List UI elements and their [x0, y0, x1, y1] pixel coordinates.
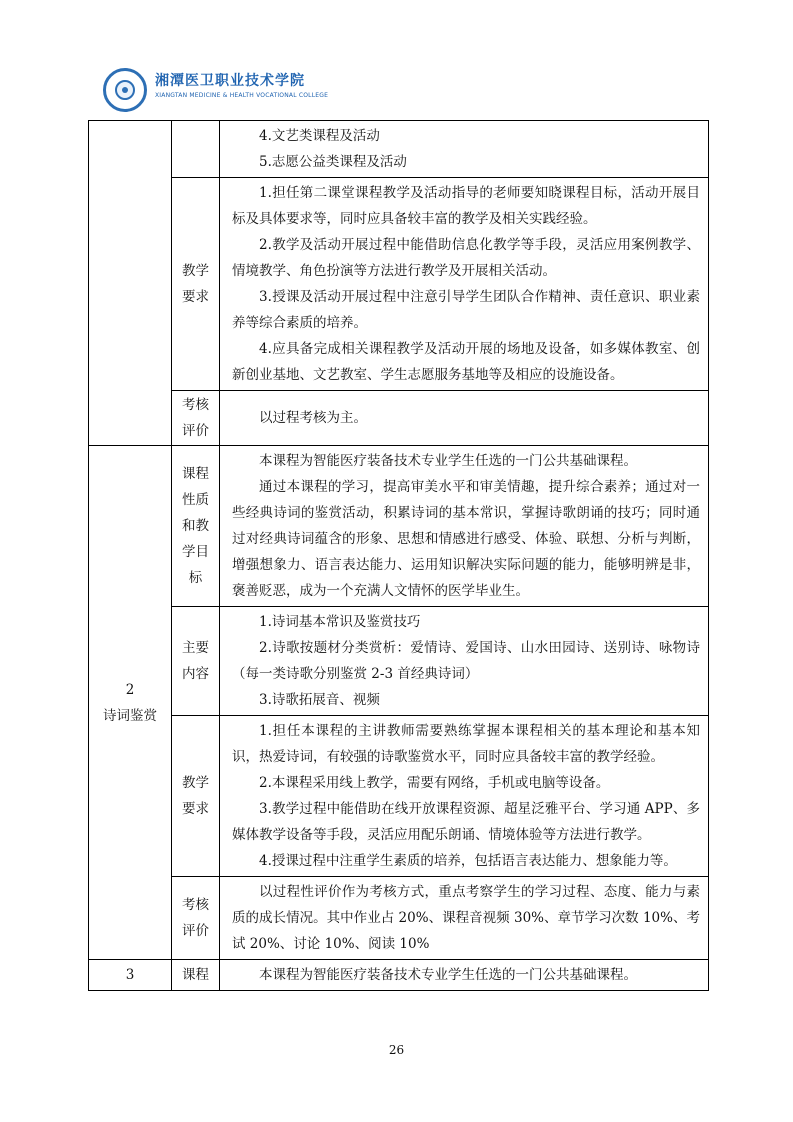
table-row	[89, 960, 709, 991]
row-content: 以过程考核为主。	[220, 391, 709, 446]
course-number: 3	[125, 967, 135, 983]
row-content: 1.担任本课程的主讲教师需要熟练掌握本课程相关的基本理论和基本知识，热爱诗词，有较强的诗歌鉴赏水平，同时应具备较丰富的教学经验。 2.本课程采用线上教学，需要有网络，手机或电脑等设备。 3.教学过程中能借助在线开放课程资源、超星泛雅平台、学习通 APP、多媒体教学设备等手段，灵活应用配乐朗诵、情境体验等方法进行教学。 4.授课过程中注重学生素质的培养，包括语言表达能力、想象能力等。	[220, 716, 709, 877]
table-row	[89, 607, 709, 716]
row-label	[172, 121, 220, 178]
course-number: 2	[125, 681, 135, 698]
course-table	[88, 120, 709, 991]
row-label: 主要 内容	[172, 607, 220, 716]
course-number-cell	[89, 446, 172, 960]
table-row	[89, 716, 709, 877]
row-content: 本课程为智能医疗装备技术专业学生任选的一门公共基础课程。 通过本课程的学习，提高审美水平和审美情趣，提升综合素养；通过对一些经典诗词的鉴赏活动，积累诗词的基本常识，掌握诗歌朗诵的技巧；同时通过对经典诗词蕴含的形象、思想和情感进行感受、体验、联想、分析与判断，增强想象力、语言表达能力、运用知识解决实际问题的能力，能够明辨是非，褒善贬恶，成为一个充满人文情怀的医学毕业生。	[220, 446, 709, 607]
row-label: 考核 评价	[172, 877, 220, 960]
school-name-en: XIANGTAN MEDICINE & HEALTH VOCATIONAL COLLEGE	[155, 92, 329, 99]
table-row	[89, 446, 709, 607]
row-label: 教学 要求	[172, 716, 220, 877]
row-label: 考核 评价	[172, 391, 220, 446]
course-number-cell	[89, 960, 172, 991]
prev-course-cell	[89, 121, 172, 446]
table-row	[89, 178, 709, 391]
row-content: 4.文艺类课程及活动 5.志愿公益类课程及活动	[220, 121, 709, 178]
table-row	[89, 121, 709, 178]
row-content: 1.担任第二课堂课程教学及活动指导的老师要知晓课程目标，活动开展目标及具体要求等，同时应具备较丰富的教学及相关实践经验。 2.教学及活动开展过程中能借助信息化教学等手段，灵活应用案例教学、情境教学、角色扮演等方法进行教学及开展相关活动。 3.授课及活动开展过程中注意引导学生团队合作精神、责任意识、职业素养等综合素质的培养。 4.应具备完成相关课程教学及活动开展的场地及设备，如多媒体教室、创新创业基地、文艺教室、学生志愿服务基地等及相应的设施设备。	[220, 178, 709, 391]
row-label: 课程 性质 和教 学目 标	[172, 446, 220, 607]
course-name: 诗词鉴赏	[103, 707, 157, 724]
school-logo-icon	[103, 68, 147, 112]
page-number: 26	[388, 1043, 405, 1057]
row-label: 教学 要求	[172, 178, 220, 391]
row-content: 1.诗词基本常识及鉴赏技巧 2.诗歌按题材分类赏析：爱情诗、爱国诗、山水田园诗、送别诗、咏物诗（每一类诗歌分别鉴赏 2-3 首经典诗词） 3.诗歌拓展音、视频	[220, 607, 709, 716]
school-name: 湘潭医卫职业技术学院	[155, 73, 305, 89]
row-label: 课程	[172, 960, 220, 991]
row-content: 本课程为智能医疗装备技术专业学生任选的一门公共基础课程。	[220, 960, 709, 991]
page-header	[103, 62, 403, 112]
table-row	[89, 391, 709, 446]
table-row	[89, 877, 709, 960]
row-content: 以过程性评价作为考核方式，重点考察学生的学习过程、态度、能力与素质的成长情况。其中作业占 20%、课程音视频 30%、章节学习次数 10%、考试 20%、讨论 10%、阅读 10%	[220, 877, 709, 960]
